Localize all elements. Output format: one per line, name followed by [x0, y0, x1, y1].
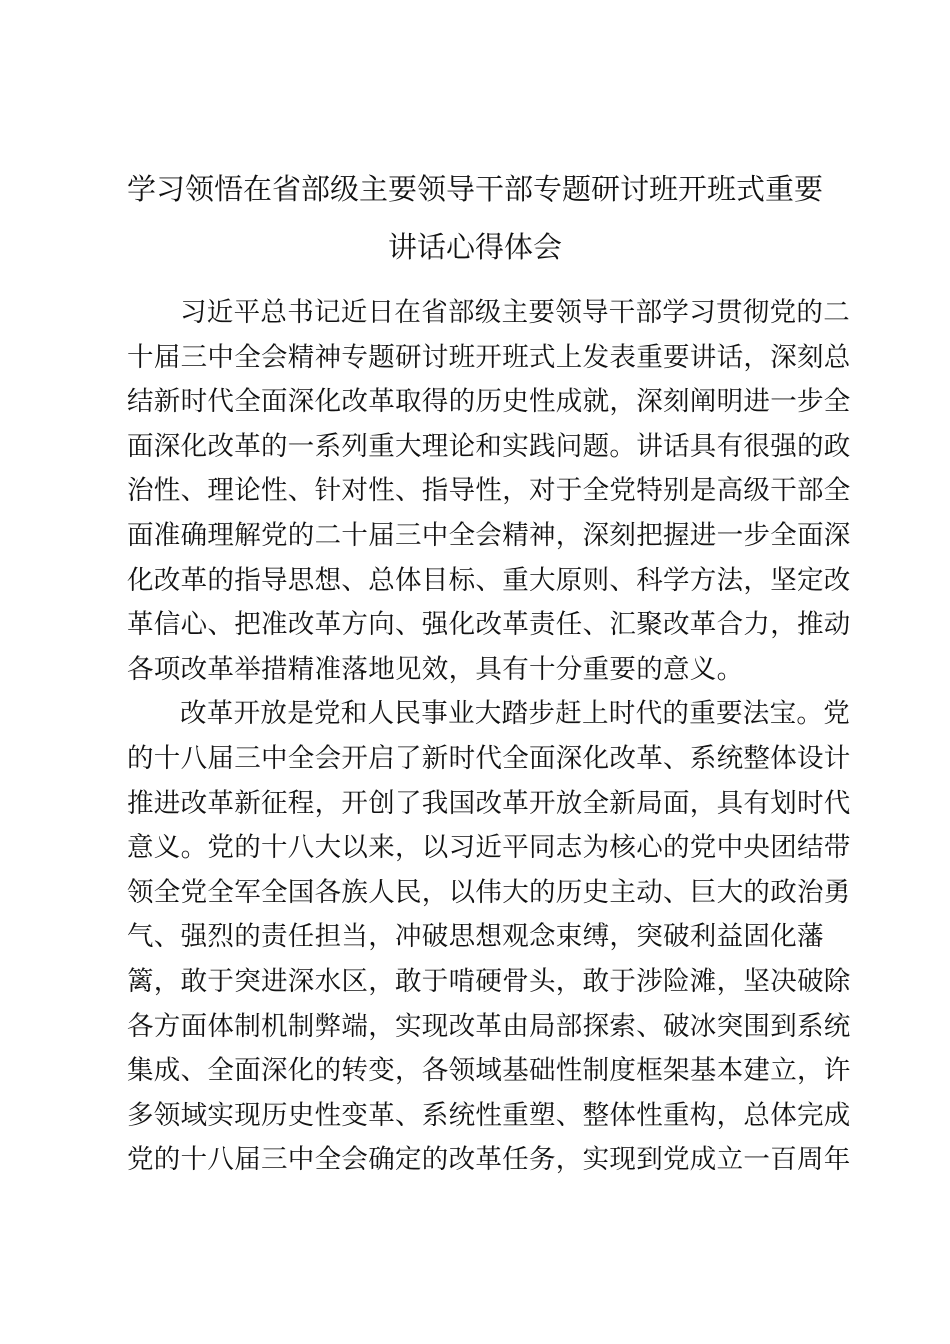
text-line: 改革开放是党和人民事业大踏步赶上时代的重要法宝。党	[180, 698, 850, 730]
title-line: 学习领悟在省部级主要领导干部专题研讨班开班式重要	[126, 172, 823, 206]
text-line: 十届三中全会精神专题研讨班开班式上发表重要讲话，深刻总	[127, 341, 851, 373]
document-title	[120, 160, 830, 276]
text-line: 篱，敢于突进深水区，敢于啃硬骨头，敢于涉险滩，坚决破除	[127, 965, 851, 997]
paragraph-2	[127, 692, 851, 1183]
text-line: 化改革的指导思想、总体目标、重大原则、科学方法，坚定改	[127, 564, 851, 596]
document-body	[127, 291, 851, 1183]
text-line: 治性、理论性、针对性、指导性，对于全党特别是高级干部全	[127, 475, 851, 507]
text-line: 意义。党的十八大以来，以习近平同志为核心的党中央团结带	[127, 832, 851, 864]
text-line: 多领域实现历史性变革、系统性重塑、整体性重构，总体完成	[127, 1099, 851, 1131]
text-line: 领全党全军全国各族人民，以伟大的历史主动、巨大的政治勇	[127, 876, 851, 908]
text-line: 革信心、把准改革方向、强化改革责任、汇聚改革合力，推动	[127, 609, 851, 641]
text-line: 结新时代全面深化改革取得的历史性成就，深刻阐明进一步全	[127, 386, 851, 418]
text-line: 的十八届三中全会开启了新时代全面深化改革、系统整体设计	[127, 742, 851, 774]
text-line: 党的十八届三中全会确定的改革任务，实现到党成立一百周年	[127, 1144, 851, 1176]
text-line: 面准确理解党的二十届三中全会精神，深刻把握进一步全面深	[127, 519, 851, 551]
text-line: 各方面体制机制弊端，实现改革由局部探索、破冰突围到系统	[127, 1010, 851, 1042]
text-line: 气、强烈的责任担当，冲破思想观念束缚，突破利益固化藩	[127, 921, 824, 953]
text-line: 习近平总书记近日在省部级主要领导干部学习贯彻党的二	[180, 297, 850, 328]
paragraph-1	[127, 291, 851, 692]
title-line: 讲话心得体会	[387, 230, 562, 264]
text-line: 推进改革新征程，开创了我国改革开放全新局面，具有划时代	[127, 787, 851, 819]
text-line: 集成、全面深化的转变，各领域基础性制度框架基本建立，许	[127, 1055, 851, 1087]
text-line: 面深化改革的一系列重大理论和实践问题。讲话具有很强的政	[127, 430, 851, 462]
text-line: 各项改革举措精准落地见效，具有十分重要的意义。	[127, 653, 744, 685]
